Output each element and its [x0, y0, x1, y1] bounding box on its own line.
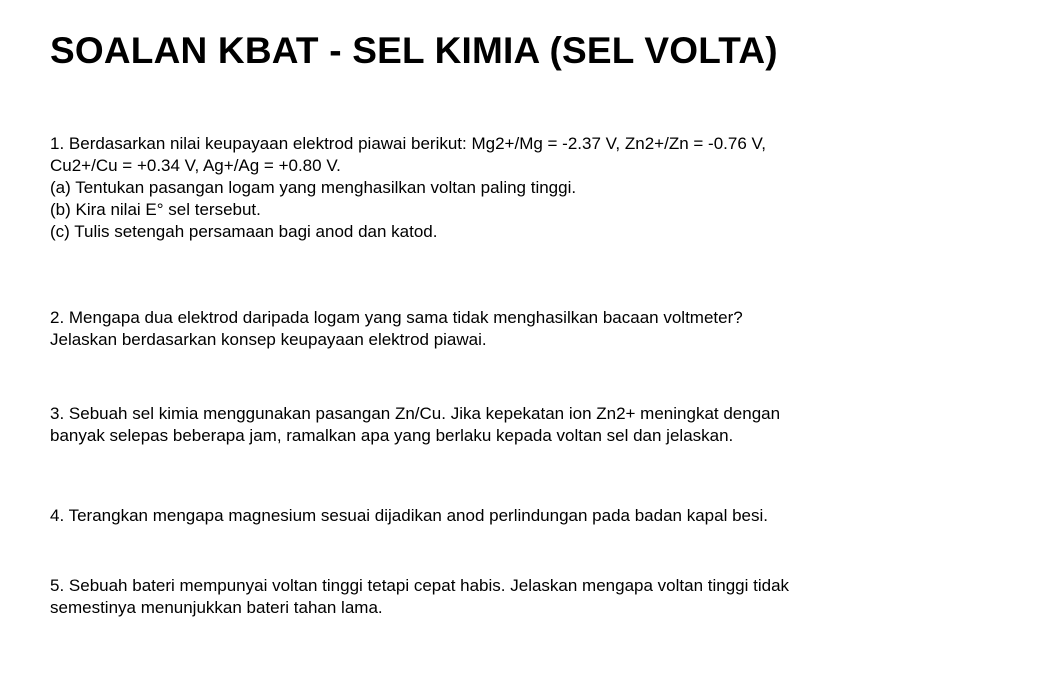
question-3	[50, 403, 1010, 447]
question-1-line-1: 1. Berdasarkan nilai keupayaan elektrod piawai berikut: Mg2+/Mg = -2.37 V, Zn2+/Zn = -0.76 V,	[50, 134, 767, 153]
page-title: SOALAN KBAT - SEL KIMIA (SEL VOLTA)	[50, 30, 778, 71]
question-1-line-2: Cu2+/Cu = +0.34 V, Ag+/Ag = +0.80 V.	[50, 156, 341, 175]
question-1-part-c: (c) Tulis setengah persamaan bagi anod dan katod.	[50, 222, 438, 241]
question-1	[50, 133, 1010, 243]
question-5-line-2: semestinya menunjukkan bateri tahan lama.	[50, 598, 383, 617]
question-4-line-1: 4. Terangkan mengapa magnesium sesuai dijadikan anod perlindungan pada badan kapal besi.	[50, 506, 768, 525]
question-1-part-a: (a) Tentukan pasangan logam yang menghasilkan voltan paling tinggi.	[50, 178, 577, 197]
question-3-line-2: banyak selepas beberapa jam, ramalkan apa yang berlaku kepada voltan sel dan jelaskan.	[50, 426, 734, 445]
question-5-line-1: 5. Sebuah bateri mempunyai voltan tinggi tetapi cepat habis. Jelaskan mengapa voltan tinggi tidak	[50, 576, 790, 595]
question-3-line-1: 3. Sebuah sel kimia menggunakan pasangan Zn/Cu. Jika kepekatan ion Zn2+ meningkat dengan	[50, 404, 781, 423]
question-2-line-2: Jelaskan berdasarkan konsep keupayaan elektrod piawai.	[50, 330, 487, 349]
question-2-line-1: 2. Mengapa dua elektrod daripada logam yang sama tidak menghasilkan bacaan voltmeter?	[50, 308, 743, 327]
question-4	[50, 505, 1010, 527]
question-1-part-b: (b) Kira nilai E° sel tersebut.	[50, 200, 261, 219]
question-2	[50, 307, 1010, 351]
question-5	[50, 575, 1010, 619]
